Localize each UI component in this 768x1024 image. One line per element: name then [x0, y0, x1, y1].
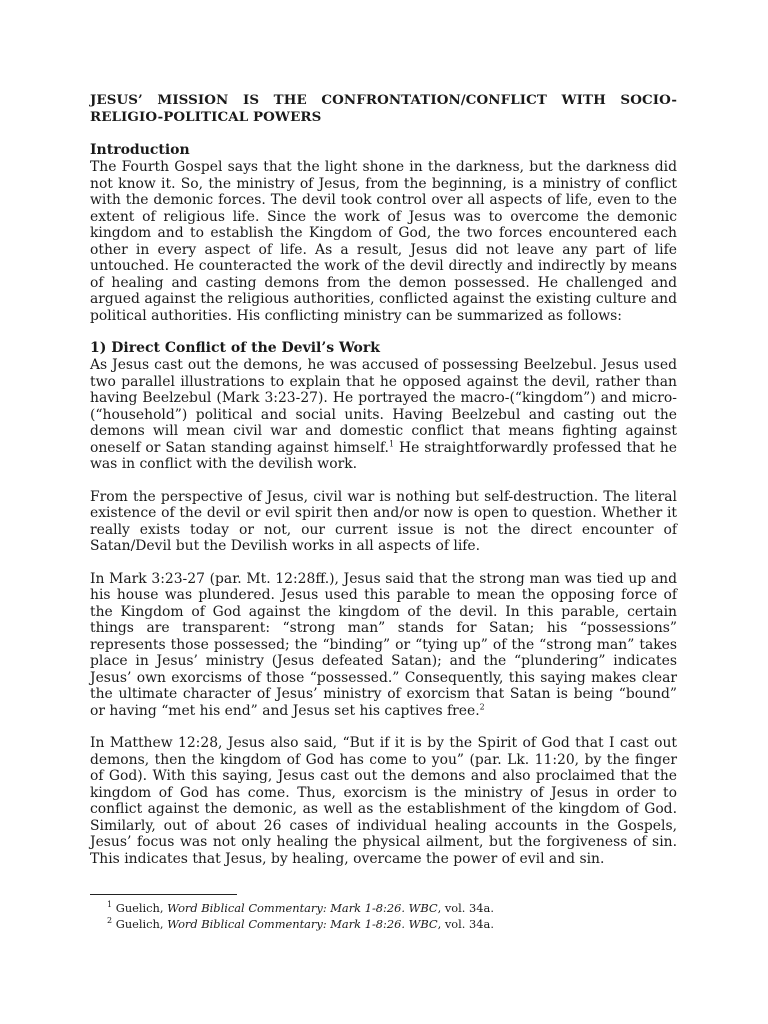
body-paragraph-3 [90, 571, 677, 720]
footnote-work-title: Word Biblical Commentary: Mark 1-8:26. WBC [167, 916, 438, 931]
footnote-rest: , vol. 34a. [437, 916, 494, 931]
footnote-number: 1 [107, 900, 113, 910]
section-heading-direct-conflict: 1) Direct Conflict of the Devil’s Work [90, 340, 380, 356]
document-body [90, 92, 677, 883]
footnote-1 [107, 901, 667, 917]
footnote-author: Guelich, [115, 901, 168, 915]
section-heading-introduction: Introduction [90, 142, 190, 158]
footnote-author: Guelich, [115, 916, 168, 931]
body-paragraph-2: From the perspective of Jesus, civil war is nothing but self-destruction. The literal existence of the devil or evil spirit then and/or now is open to question. Whether it really exists today or not, our current issue is not the direct encounter of Satan/Devil but the Devilish works in all aspects of life. [90, 488, 677, 554]
footnote-ref-2[interactable]: 2 [479, 701, 485, 711]
body-paragraph-4: In Matthew 12:28, Jesus also said, “But if it is by the Spirit of God that I cast out demons, then the kingdom of God has come to you” (par. Lk. 11:20, by the finger of God). With this saying, Jesus cast out the demons and also proclaimed that the kingdom of God has come. Thus, exorcism is the ministry of Jesus in order to conflict against the demonic, as well as the establishment of the kingdom of God. Similarly, out of about 26 cases of individual healing accounts in the Gospels, Jesus’ focus was not only healing the physical ailment, but the forgiveness of sin. This indicates that Jesus, by healing, overcame the power of evil and sin. [90, 735, 677, 867]
footnote-rest: , vol. 34a. [437, 901, 494, 915]
footnote-separator [90, 894, 237, 895]
introduction-paragraph: The Fourth Gospel says that the light shone in the darkness, but the darkness did not know it. So, the ministry of Jesus, from the beginning, is a ministry of conflict with the demonic forces. The devil took control over all aspects of life, even to the extent of religious life. Since the work of Jesus was to overcome the demonic kingdom and to establish the Kingdom of God, the two forces encountered each other in every aspect of life. As a result, Jesus did not leave any part of life untouched. He counteracted the work of the devil directly and indirectly by means of healing and casting demons from the demon possessed. He challenged and argued against the religious authorities, conflicted against the existing culture and political authorities. His conflicting ministry can be summarized as follows: [90, 159, 677, 324]
paragraph-text-tail: He straightforwardly professed that he was in conflict with the devilish work. [90, 439, 677, 472]
footnotes [107, 901, 667, 932]
document-title: JESUS’ MISSION IS THE CONFRONTATION/CONFLICT WITH SOCIO-RELIGIO-POLITICAL POWERS [90, 92, 677, 125]
footnote-number: 2 [107, 915, 113, 925]
footnote-ref-1[interactable]: 1 [388, 438, 395, 448]
paragraph-text: In Mark 3:23-27 (par. Mt. 12:28ff.), Jesus said that the strong man was tied up and his house was plundered. Jesus used this parable to mean the opposing force of the Kingdom of God against the kingdom of the devil. In this parable, certain things are transparent: “strong man” stands for Satan; his “possessions” represents those possessed; the “binding” or “tying up” of the “strong man” takes place in Jesus’ ministry (Jesus defeated Satan); and the “plundering” indicates Jesus’ own exorcisms of those “possessed.” Consequently, this saying makes clear the ultimate character of Jesus’ ministry of exorcism that Satan is being “bound” or having “met his end” and Jesus set his captives free. [90, 570, 677, 719]
body-paragraph-1 [90, 357, 677, 473]
footnote-2 [107, 917, 667, 933]
paragraph-text: As Jesus cast out the demons, he was accused of possessing Beelzebul. Jesus used two parallel illustrations to explain that he opposed against the devil, rather than having Beelzebul (Mark 3:23-27). He portrayed the macro-(“kingdom”) and micro-(“household”) political and social units. Having Beelzebul and casting out the demons will mean civil war and domestic conflict that means fighting against oneself or Satan standing against himself. [90, 357, 677, 456]
footnote-work-title: Word Biblical Commentary: Mark 1-8:26. WBC [167, 901, 438, 915]
